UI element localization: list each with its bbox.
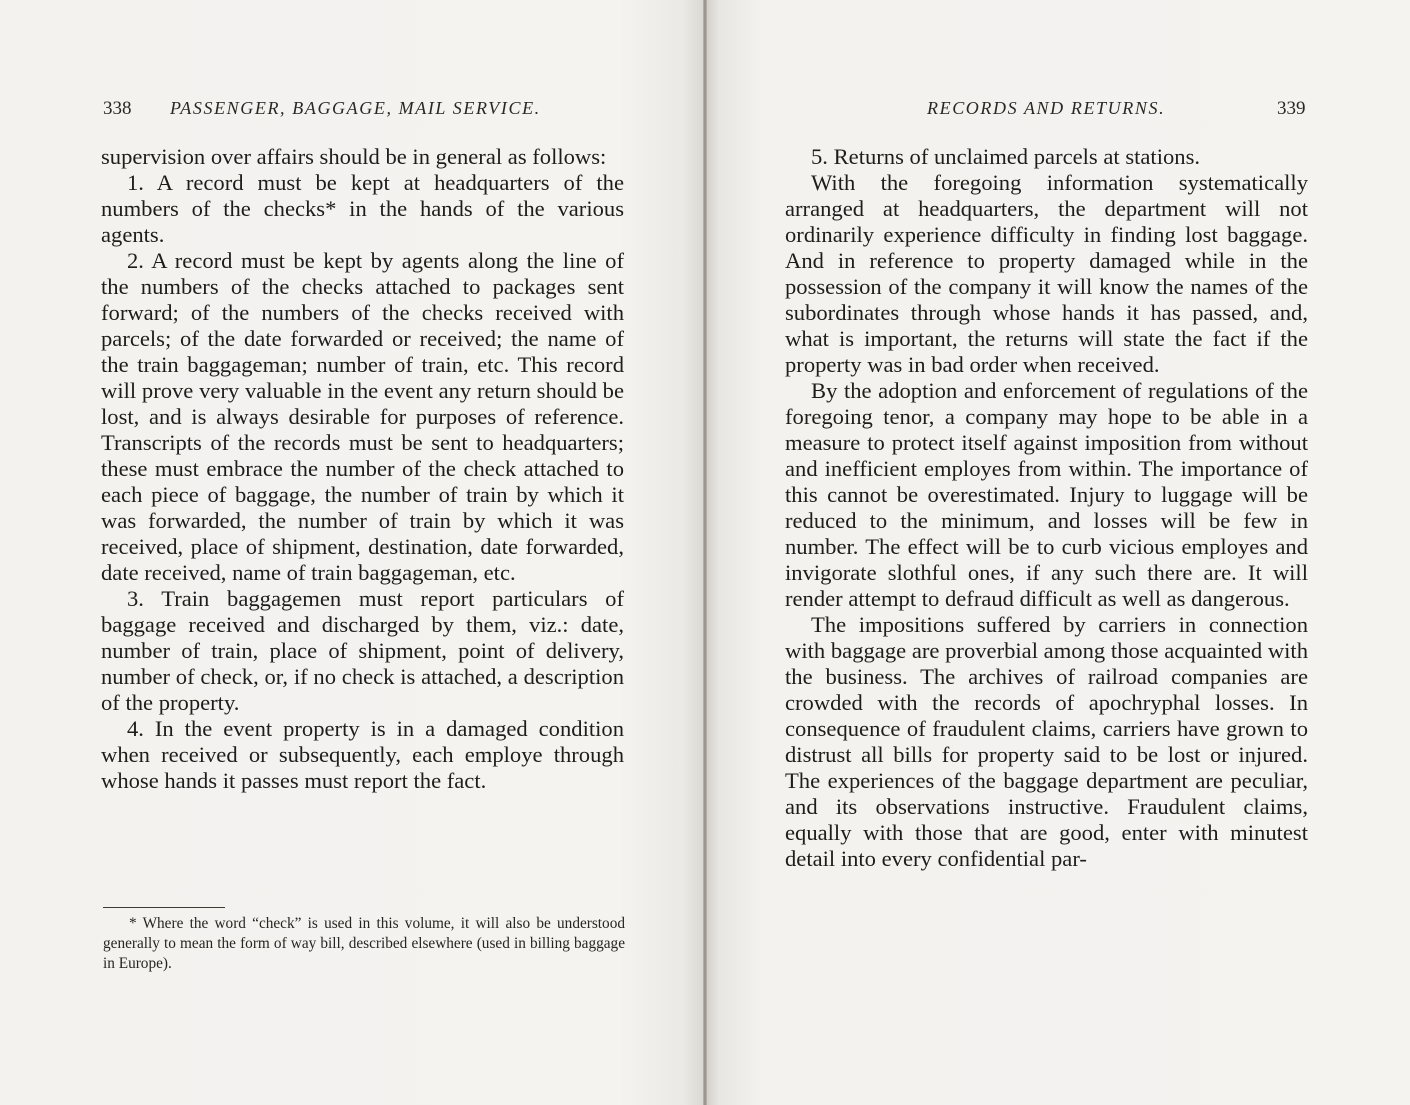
- paragraph-item-2: 2. A record must be kept by agents along the line of the numbers of the checks attached to packages sent forward; of the numbers of the checks received with parcels; of the date forwarded or received; the name of the train baggageman; number of train, etc. This record will prove very valuable in the event any return should be lost, and is always desirable for purposes of reference. Transcripts of the records must be sent to headquarters; these must embrace the number of the check attached to each piece of baggage, the number of train by which it was forwarded, the number of train by which it was received, place of shipment, destination, date forwarded, date received, name of train baggageman, etc.: [101, 248, 624, 585]
- paragraph-intro: supervision over affairs should be in general as follows:: [101, 144, 607, 169]
- left-running-head: PASSENGER, BAGGAGE, MAIL SERVICE.: [170, 98, 541, 118]
- left-body-text: [101, 144, 624, 794]
- paragraph-adoption: By the adoption and enforcement of regulations of the foregoing tenor, a company may hope to be able in a measure to protect itself against imposition from without and inefficient employes from within. The importance of this cannot be overestimated. Injury to luggage will be reduced to the minimum, and losses will be few in number. The effect will be to curb vicious employes and invigorate slothful ones, if any such there are. It will render attempt to defraud difficult as well as dangerous.: [785, 378, 1308, 611]
- right-running-head: RECORDS AND RETURNS.: [927, 98, 1166, 118]
- right-page: [705, 0, 1410, 1105]
- right-page-number: 339: [1277, 98, 1306, 119]
- right-body-text: [785, 144, 1308, 872]
- paragraph-item-4: 4. In the event property is in a damaged condition when received or subsequently, each employe through whose hands it passes must report the fact.: [101, 716, 624, 793]
- paragraph-item-5: 5. Returns of unclaimed parcels at stations.: [811, 144, 1201, 169]
- paragraph-foregoing: With the foregoing information systematically arranged at headquarters, the department will not ordinarily experience difficulty in finding lost baggage. And in reference to property damaged while in the possession of the company it will know the names of the subordinates through whose hands it has passed, and, what is important, the returns will state the fact if the property was in bad order when received.: [785, 170, 1308, 377]
- footnote: [103, 914, 625, 974]
- footnote-text: * Where the word “check” is used in this volume, it will also be understood generally to mean the form of way bill, described elsewhere (used in billing baggage in Europe).: [103, 915, 625, 972]
- paragraph-item-1: 1. A record must be kept at headquarters of the numbers of the checks* in the hands of the various agents.: [101, 170, 624, 247]
- paragraph-item-3: 3. Train baggagemen must report particulars of baggage received and discharged by them, viz.: date, number of train, place of shipment, point of delivery, number of check, or, if no check is attached, a description of the property.: [101, 586, 624, 715]
- left-page-number: 338: [103, 98, 132, 119]
- footnote-rule: [103, 907, 225, 908]
- paragraph-impositions: The impositions suffered by carriers in connection with baggage are proverbial among those acquainted with the business. The archives of railroad companies are crowded with the records of apochryphal losses. In consequence of fraudulent claims, carriers have grown to distrust all bills for property said to be lost or injured. The experiences of the baggage department are peculiar, and its observations instructive. Fraudulent claims, equally with those that are good, enter with minutest detail into every confidential par-: [785, 612, 1308, 871]
- book-gutter: [703, 0, 707, 1105]
